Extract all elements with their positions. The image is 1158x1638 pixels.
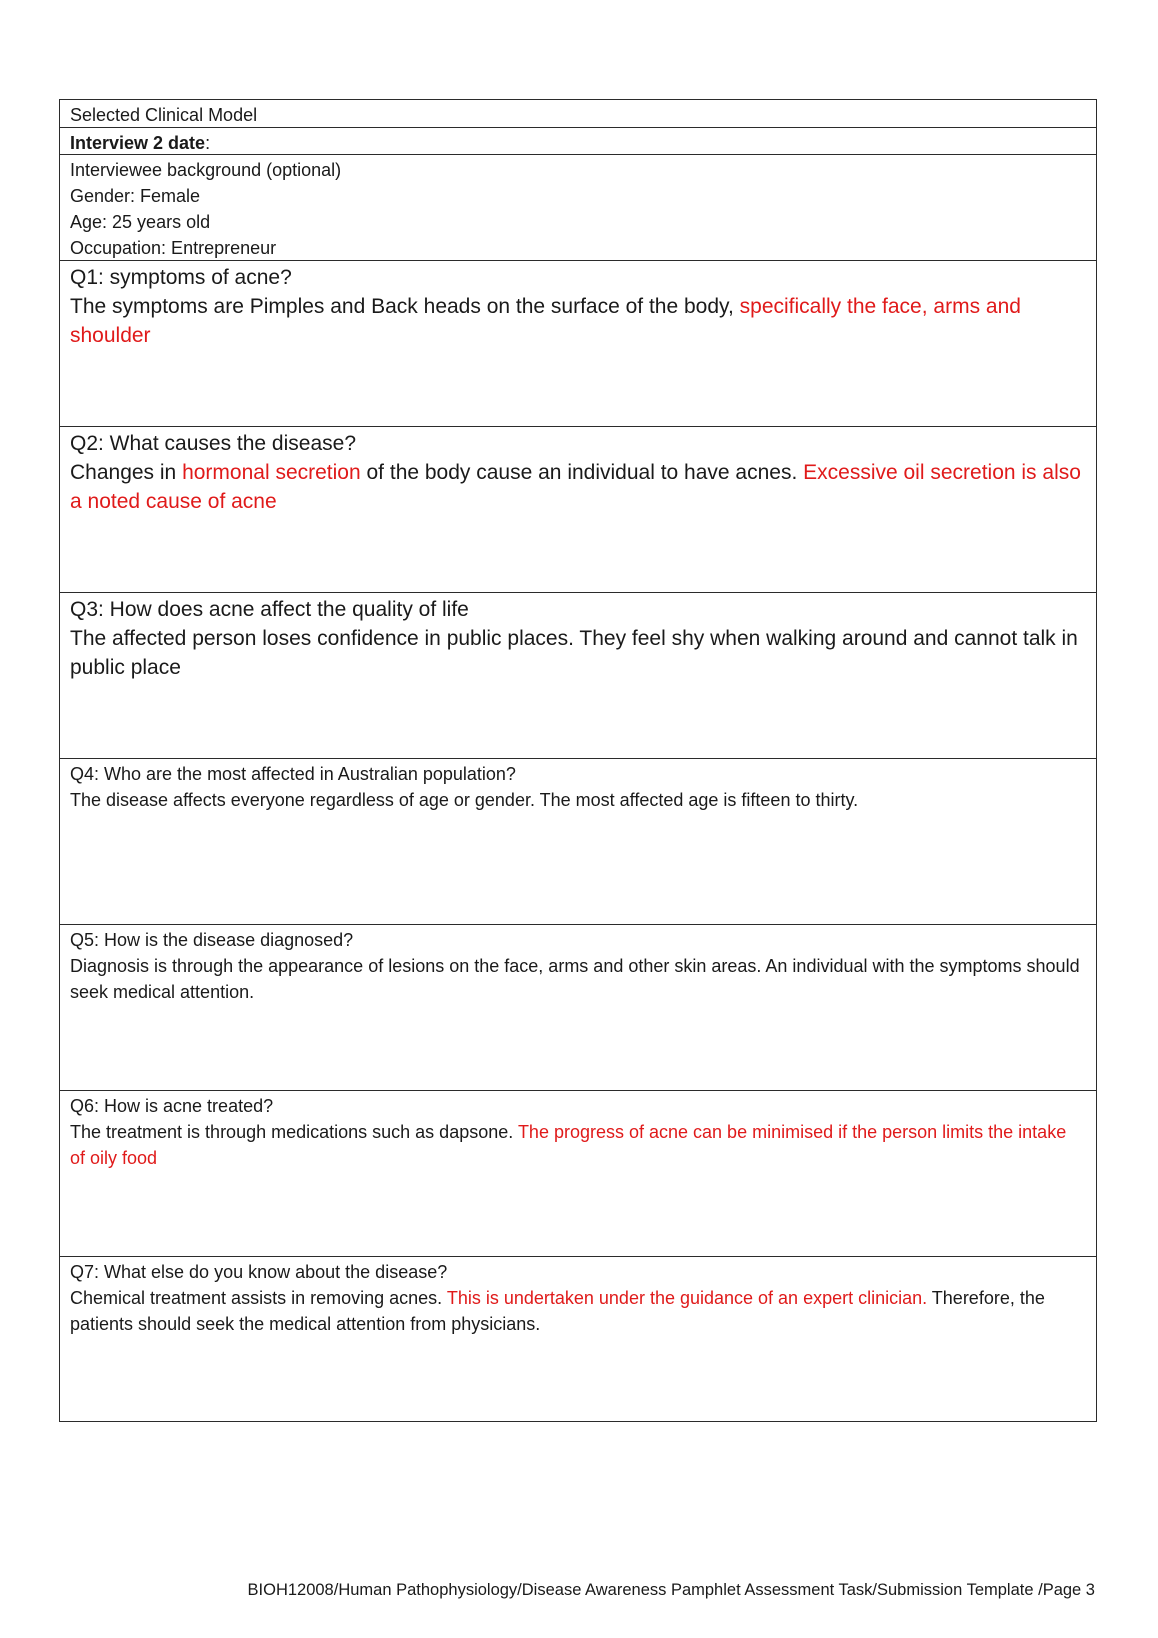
- answer-text: [70, 292, 1086, 350]
- question-row-5: [60, 924, 1096, 1090]
- question-row-1: [60, 260, 1096, 426]
- answer-text: [70, 624, 1086, 682]
- interview-date-label: Interview 2 date: [70, 133, 206, 153]
- question-text: Q2: What causes the disease?: [70, 432, 356, 455]
- question-text: Q7: What else do you know about the disease?: [70, 1262, 448, 1282]
- question-row-2: [60, 426, 1096, 592]
- interviewee-background-row: [60, 154, 1096, 260]
- answer-text: [70, 953, 1086, 1005]
- answer-text: [70, 1285, 1086, 1337]
- question-row-7: [60, 1256, 1096, 1421]
- answer-segment: of the body cause an individual to have acnes.: [360, 461, 804, 484]
- question-row-4: [60, 758, 1096, 924]
- interview-form-table: [59, 99, 1097, 1422]
- question-text: Q1: symptoms of acne?: [70, 266, 292, 289]
- answer-segment: Therefore, the patients should seek the medical attention from physicians.: [70, 1288, 1045, 1334]
- background-age: Age: 25 years old: [70, 212, 211, 232]
- background-occupation: Occupation: Entrepreneur: [70, 238, 277, 258]
- answer-segment: Changes in: [70, 461, 183, 484]
- answer-segment-highlight: Excessive oil secretion is also a noted cause of acne: [70, 461, 1081, 513]
- answer-text: [70, 787, 1086, 813]
- background-gender: Gender: Female: [70, 186, 201, 206]
- answer-text: [70, 458, 1086, 516]
- interview-date-colon: :: [205, 133, 211, 153]
- question-row-3: [60, 592, 1096, 758]
- question-row-6: [60, 1090, 1096, 1256]
- answer-segment-highlight: specifically the face, arms and shoulder: [70, 295, 1021, 347]
- question-text: Q5: How is the disease diagnosed?: [70, 930, 354, 950]
- question-text: Q3: How does acne affect the quality of life: [70, 598, 469, 621]
- answer-segment-highlight: hormonal secretion: [182, 461, 361, 484]
- page-footer: BIOH12008/Human Pathophysiology/Disease Awareness Pamphlet Assessment Task/Submission Template /Page 3: [247, 1581, 1095, 1599]
- answer-segment: Diagnosis is through the appearance of lesions on the face, arms and other skin areas. An individual with the symptoms should seek medical attention.: [70, 956, 1080, 1002]
- clinical-model-row: [60, 100, 1096, 127]
- answer-segment-highlight: The progress of acne can be minimised if the person limits the intake of oily food: [70, 1122, 1067, 1168]
- clinical-model-label: Selected Clinical Model: [70, 105, 258, 125]
- question-text: Q6: How is acne treated?: [70, 1096, 274, 1116]
- question-text: Q4: Who are the most affected in Australian population?: [70, 764, 516, 784]
- answer-text: [70, 1119, 1086, 1171]
- answer-segment: The treatment is through medications such as dapsone.: [70, 1122, 518, 1142]
- answer-segment: The affected person loses confidence in public places. They feel shy when walking around and cannot talk in public place: [70, 627, 1078, 679]
- background-heading: Interviewee background (optional): [70, 160, 342, 180]
- answer-segment: The disease affects everyone regardless of age or gender. The most affected age is fifteen to thirty.: [70, 790, 859, 810]
- answer-segment: The symptoms are Pimples and Back heads on the surface of the body,: [70, 295, 740, 318]
- answer-segment: Chemical treatment assists in removing acnes.: [70, 1288, 447, 1308]
- interview-date-row: [60, 127, 1096, 154]
- answer-segment-highlight: This is undertaken under the guidance of an expert clinician.: [446, 1288, 928, 1308]
